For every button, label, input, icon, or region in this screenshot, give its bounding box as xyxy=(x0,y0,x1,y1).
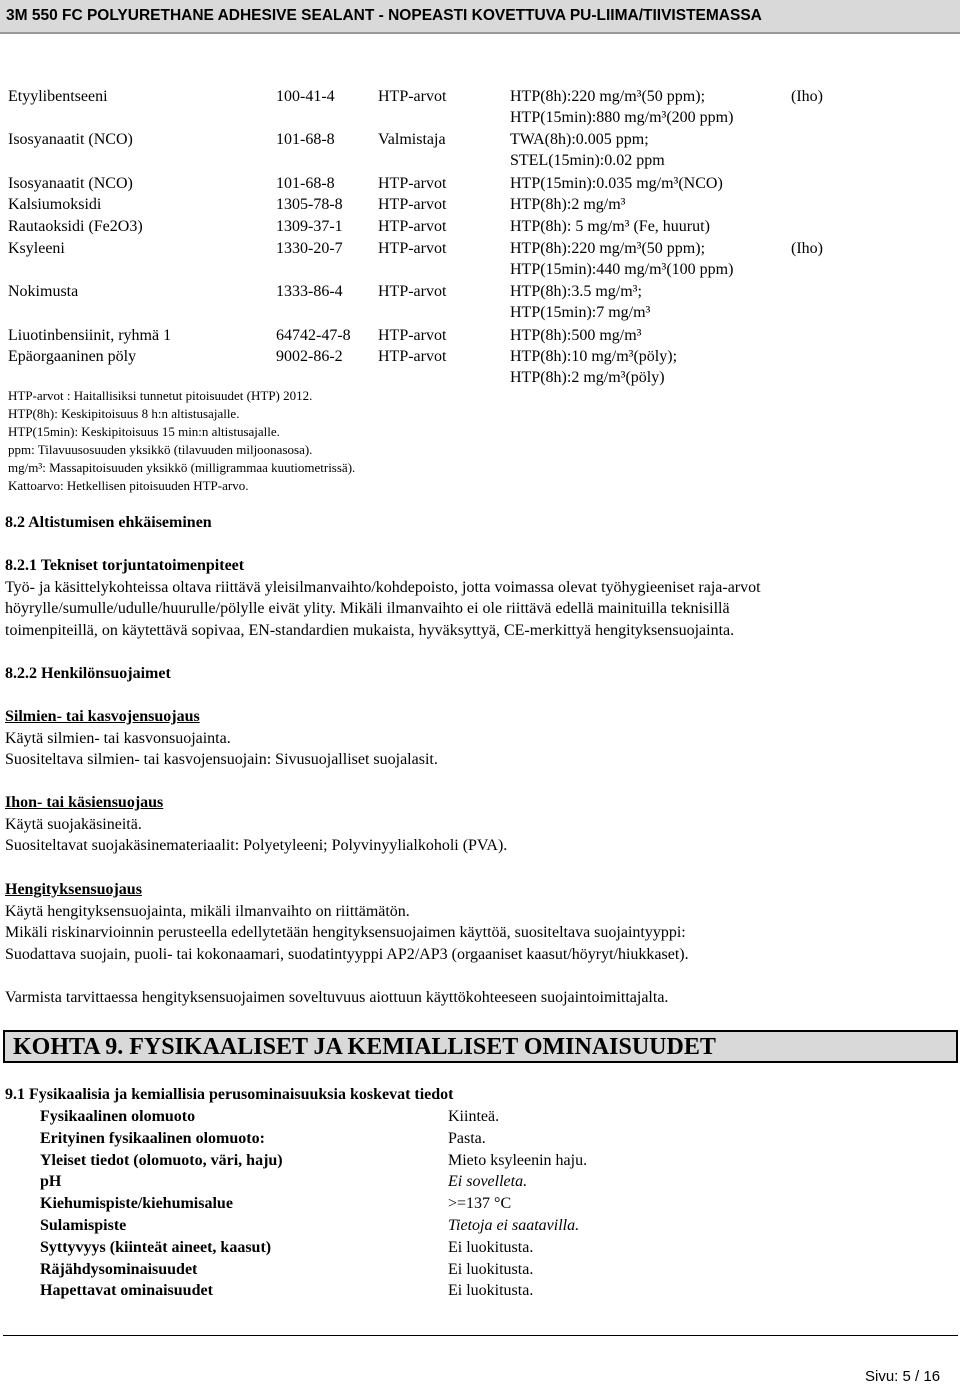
property-value: Tietoja ei saatavilla. xyxy=(448,1216,580,1234)
property-value: Ei sovelleta. xyxy=(448,1173,528,1191)
limit-type: HTP-arvot xyxy=(378,196,447,214)
property-label: Sulamispiste xyxy=(40,1216,127,1234)
limit-type: HTP-arvot xyxy=(378,174,447,192)
table-row xyxy=(8,194,953,216)
paragraph-line: Käytä silmien- tai kasvonsuojainta. xyxy=(5,729,231,747)
eye-protection xyxy=(5,706,945,771)
property-label: Hapettavat ominaisuudet xyxy=(40,1282,213,1300)
property-row xyxy=(40,1280,940,1302)
table-row xyxy=(8,86,953,129)
limit-values xyxy=(510,86,733,128)
skin-protection xyxy=(5,792,945,857)
skin-protection-heading: Ihon- tai käsiensuojaus xyxy=(5,794,164,811)
note-line: mg/m³: Massapitoisuuden yksikkö (milligrammaa kuutiometrissä). xyxy=(8,460,356,475)
substance-name: Isosyanaatit (NCO) xyxy=(8,131,133,149)
note-line: Kattoarvo: Hetkellisen pitoisuuden HTP-arvo. xyxy=(8,478,249,493)
limit-value-line: HTP(8h):500 mg/m³ xyxy=(510,326,642,344)
limit-values xyxy=(510,194,625,215)
limit-value-line: HTP(8h):2 mg/m³(pöly) xyxy=(510,369,665,387)
limit-values xyxy=(510,216,710,237)
paragraph-line: toimenpiteillä, on käytettävä sopivaa, EN-standardien mukaista, hyväksyttyä, CE-merkittyä hengityksensuojainta. xyxy=(5,621,735,639)
substance-name: Isosyanaatit (NCO) xyxy=(8,174,133,192)
note-line: HTP(15min): Keskipitoisuus 15 min:n altistusajalle. xyxy=(8,424,280,439)
limit-values xyxy=(510,346,677,388)
limit-type: HTP-arvot xyxy=(378,218,447,236)
cas-number: 1330-20-7 xyxy=(276,239,343,257)
property-value: Ei luokitusta. xyxy=(448,1282,534,1300)
table-row xyxy=(8,129,953,172)
table-row xyxy=(8,325,953,347)
footer-divider xyxy=(3,1335,958,1336)
table-row xyxy=(8,346,953,389)
cas-number: 101-68-8 xyxy=(276,131,335,149)
limit-value-line: HTP(8h):220 mg/m³(50 ppm); xyxy=(510,88,706,105)
cas-number: 100-41-4 xyxy=(276,88,335,105)
paragraph-line: Työ- ja käsittelykohteissa oltava riittävä yleisilmanvaihto/kohdepoisto, jotta voimassa olevat työhygieeniset raja-arvot xyxy=(5,578,761,596)
section-8-2-1-heading: 8.2.1 Tekniset torjuntatoimenpiteet xyxy=(5,557,245,574)
limit-type: HTP-arvot xyxy=(378,326,447,344)
limit-type: HTP-arvot xyxy=(378,239,447,257)
document-header xyxy=(0,0,960,34)
property-row xyxy=(40,1106,940,1128)
property-label: Erityinen fysikaalinen olomuoto: xyxy=(40,1129,265,1147)
limit-type: HTP-arvot xyxy=(378,348,447,366)
limit-value-line: HTP(15min):440 mg/m³(100 ppm) xyxy=(510,260,734,278)
property-row xyxy=(40,1237,940,1259)
substance-name: Etyylibentseeni xyxy=(8,88,108,105)
property-label: Räjähdysominaisuudet xyxy=(40,1260,198,1278)
table-row xyxy=(8,216,953,238)
table-row xyxy=(8,173,953,195)
limit-value-line: HTP(15min):7 mg/m³ xyxy=(510,304,651,322)
property-value: Kiinteä. xyxy=(448,1108,500,1125)
limit-value-line: HTP(8h):3.5 mg/m³; xyxy=(510,283,642,301)
limit-value-line: HTP(8h):10 mg/m³(pöly); xyxy=(510,348,678,366)
paragraph-line: Käytä hengityksensuojainta, mikäli ilmanvaihto on riittämätön. xyxy=(5,902,410,920)
limit-value-line: STEL(15min):0.02 ppm xyxy=(510,152,665,170)
property-row xyxy=(40,1171,940,1193)
properties-table xyxy=(40,1106,940,1302)
exposure-limits-table xyxy=(8,86,953,390)
limit-value-line: HTP(8h):220 mg/m³(50 ppm); xyxy=(510,239,706,257)
paragraph-line: Suodattava suojain, puoli- tai kokonaamari, suodatintyyppi AP2/AP3 (orgaaniset kaasut/höyryt/hiukkaset). xyxy=(5,945,689,963)
cas-number: 1333-86-4 xyxy=(276,283,343,301)
property-value: >=137 °C xyxy=(448,1195,512,1213)
paragraph-line: Suositeltavat suojakäsinemateriaalit: Polyetyleeni; Polyvinyylialkoholi (PVA). xyxy=(5,837,508,854)
substance-name: Ksyleeni xyxy=(8,239,65,257)
skin-notation: (Iho) xyxy=(791,88,823,105)
cas-number: 1309-37-1 xyxy=(276,218,343,236)
paragraph-line: Käytä suojakäsineitä. xyxy=(5,815,142,833)
note-line: HTP(8h): Keskipitoisuus 8 h:n altistusajalle. xyxy=(8,406,240,421)
limit-value-line: HTP(8h): 5 mg/m³ (Fe, huurut) xyxy=(510,218,710,236)
limit-type: HTP-arvot xyxy=(378,88,447,105)
limit-value-line: HTP(15min):0.035 mg/m³(NCO) xyxy=(510,174,723,192)
respiratory-protection xyxy=(5,879,945,965)
cas-number: 9002-86-2 xyxy=(276,348,343,366)
limit-values xyxy=(510,325,641,346)
property-value: Ei luokitusta. xyxy=(448,1238,534,1256)
property-row xyxy=(40,1193,940,1215)
page-number: Sivu: 5 / 16 xyxy=(865,1368,941,1385)
property-label: Kiehumispiste/kiehumisalue xyxy=(40,1195,233,1213)
section-8-2-1 xyxy=(5,555,945,641)
limit-value-line: HTP(15min):880 mg/m³(200 ppm) xyxy=(510,109,734,126)
property-label: Syttyvyys (kiinteät aineet, kaasut) xyxy=(40,1238,272,1256)
property-label: Fysikaalinen olomuoto xyxy=(40,1108,196,1125)
document-title: 3M 550 FC POLYURETHANE ADHESIVE SEALANT - NOPEASTI KOVETTUVA PU-LIIMA/TIIVISTEMASSA xyxy=(6,7,762,24)
property-value: Ei luokitusta. xyxy=(448,1260,534,1278)
substance-name: Nokimusta xyxy=(8,283,79,301)
substance-name: Liuotinbensiinit, ryhmä 1 xyxy=(8,326,172,344)
exposure-notes xyxy=(8,387,355,495)
property-label: pH xyxy=(40,1173,62,1191)
limit-values xyxy=(510,129,665,171)
property-row xyxy=(40,1128,940,1150)
limit-values xyxy=(510,238,733,280)
limit-type: HTP-arvot xyxy=(378,283,447,301)
property-value: Pasta. xyxy=(448,1129,486,1147)
skin-notation: (Iho) xyxy=(791,239,823,257)
paragraph-line: höyrylle/sumulle/udulle/huurulle/pölylle eivät ylity. Mikäli ilmanvaihto ei ole riittävä edellä mainituilla teknisillä xyxy=(5,600,730,617)
substance-name: Rautaoksidi (Fe2O3) xyxy=(8,218,143,236)
limit-type: Valmistaja xyxy=(378,131,446,149)
section-8-2-heading: 8.2 Altistumisen ehkäiseminen xyxy=(5,514,212,531)
section-9-title: KOHTA 9. FYSIKAALISET JA KEMIALLISET OMINAISUUDET xyxy=(3,1030,958,1063)
paragraph-line: Mikäli riskinarvioinnin perusteella edellytetään hengityksensuojaimen käyttöä, suositeltava suojaintyyppi: xyxy=(5,924,686,941)
respiratory-protection-heading: Hengityksensuojaus xyxy=(5,881,142,898)
note-line: ppm: Tilavuusosuuden yksikkö (tilavuuden miljoonasosa). xyxy=(8,442,313,457)
table-row xyxy=(8,281,953,324)
section-8-2-2-heading: 8.2.2 Henkilönsuojaimet xyxy=(5,665,171,682)
property-row xyxy=(40,1259,940,1281)
property-row xyxy=(40,1215,940,1237)
cas-number: 64742-47-8 xyxy=(276,326,351,344)
cas-number: 1305-78-8 xyxy=(276,196,343,214)
cas-number: 101-68-8 xyxy=(276,174,335,192)
note-line: HTP-arvot : Haitallisiksi tunnetut pitoisuudet (HTP) 2012. xyxy=(8,388,313,403)
respiratory-final-note: Varmista tarvittaessa hengityksensuojaimen soveltuvuus aiottuun käyttökohteeseen suojaintoimittajalta. xyxy=(5,989,669,1006)
property-label: Yleiset tiedot (olomuoto, väri, haju) xyxy=(40,1151,283,1169)
eye-protection-heading: Silmien- tai kasvojensuojaus xyxy=(5,708,200,725)
substance-name: Kalsiumoksidi xyxy=(8,196,102,214)
limit-value-line: TWA(8h):0.005 ppm; xyxy=(510,131,649,149)
table-row xyxy=(8,238,953,281)
limit-values xyxy=(510,173,723,194)
property-row xyxy=(40,1150,940,1172)
limit-value-line: HTP(8h):2 mg/m³ xyxy=(510,196,626,214)
paragraph-line: Suositeltava silmien- tai kasvojensuojain: Sivusuojalliset suojalasit. xyxy=(5,751,438,768)
substance-name: Epäorgaaninen pöly xyxy=(8,348,137,366)
section-9-1-heading: 9.1 Fysikaalisia ja kemiallisia perusominaisuuksia koskevat tiedot xyxy=(5,1086,454,1103)
property-value: Mieto ksyleenin haju. xyxy=(448,1151,588,1169)
limit-values xyxy=(510,281,650,323)
